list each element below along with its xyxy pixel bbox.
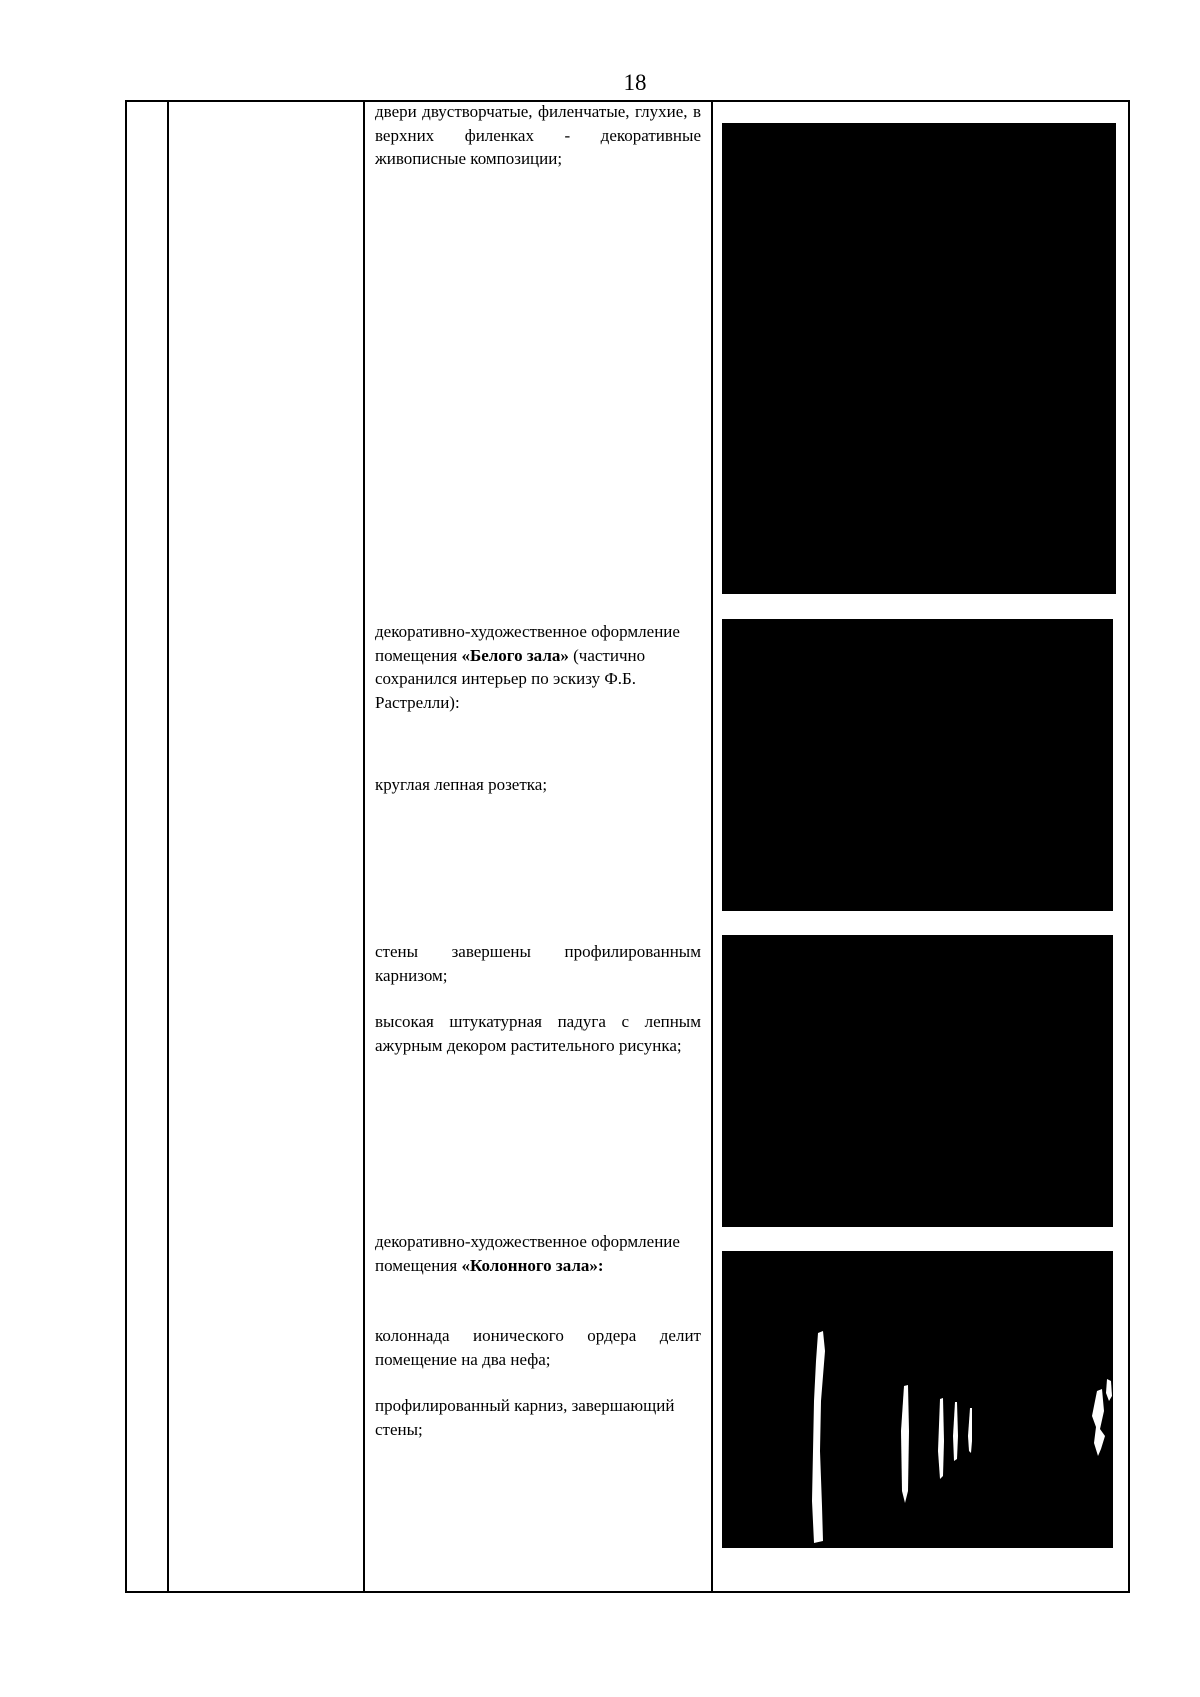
document-table xyxy=(125,100,1130,1593)
column-divider xyxy=(711,102,713,1591)
white-hall-suffix: (частично сохранился интерьер по эскизу Ф.Б. Растрелли): xyxy=(375,645,646,712)
cornice-text: стены завершены профилированным карнизом; xyxy=(375,942,701,985)
page-number: 18 xyxy=(623,70,647,95)
description-cell xyxy=(375,102,701,1591)
padug-photo xyxy=(722,935,1113,1227)
colonnade-text: колоннада ионического ордера делит помещение на два нефа; xyxy=(375,1326,701,1369)
column-hall-photo xyxy=(722,1251,1113,1548)
white-hall-photo xyxy=(722,619,1113,911)
profiled-cornice-text: профилированный карниз, завершающий стены; xyxy=(375,1396,675,1439)
doors-photo xyxy=(722,123,1116,594)
column-highlights xyxy=(722,1251,1113,1548)
column-divider xyxy=(167,102,169,1591)
column-hall-name: «Колонного зала»: xyxy=(461,1255,604,1275)
doors-text: двери двустворчатые, филенчатые, глухие, в верхних филенках - декоративные живописные композиции; xyxy=(375,102,701,168)
column-hall-heading xyxy=(375,1230,701,1277)
white-hall-heading xyxy=(375,620,701,714)
column-hall-prefix: декоративно-художественное оформление помещения xyxy=(375,1232,680,1275)
white-hall-prefix: декоративно-художественное оформление помещения xyxy=(375,622,680,665)
column-divider xyxy=(363,102,365,1591)
white-hall-name: «Белого зала» xyxy=(461,645,569,665)
rosette-text: круглая лепная розетка; xyxy=(375,775,548,794)
padug-text: высокая штукатурная падуга с лепным ажурным декором растительного рисунка; xyxy=(375,1012,701,1055)
